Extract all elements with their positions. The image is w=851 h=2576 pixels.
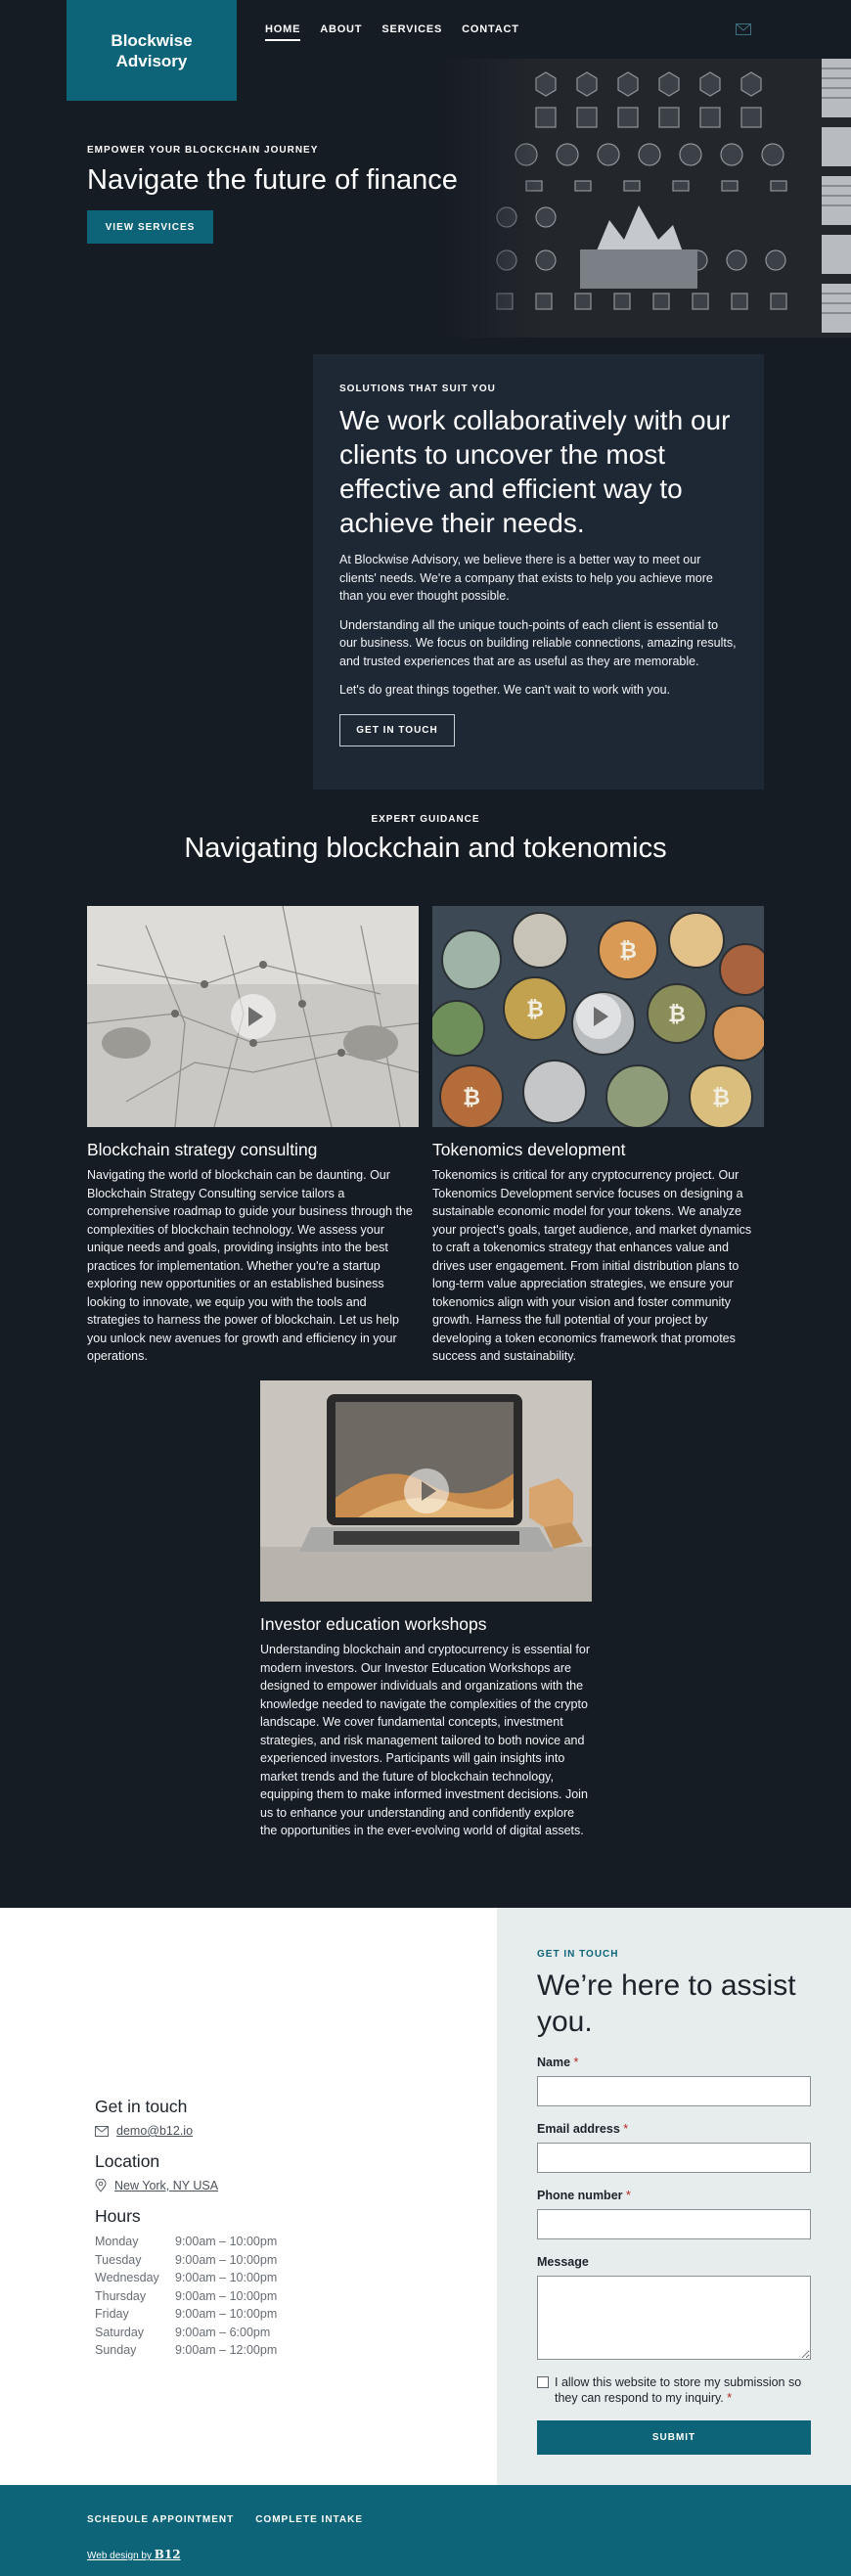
email-input[interactable] (537, 2143, 811, 2173)
hours-time: 9:00am – 12:00pm (175, 2343, 278, 2357)
hero-title: Navigate the future of finance (87, 164, 458, 196)
nav-services[interactable]: SERVICES (381, 23, 443, 35)
hours-row (95, 2287, 388, 2306)
name-label-text: Name (537, 2056, 571, 2069)
mail-icon[interactable] (736, 23, 751, 35)
hours-time: 9:00am – 10:00pm (175, 2235, 278, 2248)
service-description: Navigating the world of blockchain can be daunting. Our Blockchain Strategy Consulting service tailors a comprehensive roadmap to guide your business through the complexities of blockchain technology. We assess your unique needs and goals, providing insights into the best practices for implementation. Whether you're a startup exploring new opportunities or an established business looking to innovate, we equip you with the tools and strategies to harness the power of blockchain. Let us help you unlock new avenues for growth and efficiency in your operations. (87, 1168, 413, 1363)
email-link[interactable]: demo@b12.io (116, 2124, 194, 2138)
services-title: Navigating blockchain and tokenomics (184, 833, 667, 864)
location-pin-icon (95, 2179, 107, 2192)
service-title: Blockchain strategy consulting (87, 1140, 318, 1159)
hours-row (95, 2305, 388, 2324)
message-label-text: Message (537, 2255, 589, 2269)
services-kicker: EXPERT GUIDANCE (371, 814, 480, 825)
svg-text:₿: ₿ (619, 939, 637, 964)
hours-day: Monday (95, 2235, 139, 2248)
b12-logo: B12 (154, 2548, 181, 2561)
hours-table (95, 2233, 388, 2360)
hero-section (0, 0, 851, 338)
hours-row (95, 2233, 388, 2251)
hours-day: Tuesday (95, 2252, 142, 2267)
hours-day: Wednesday (95, 2271, 159, 2284)
hours-time: 9:00am – 10:00pm (175, 2271, 278, 2284)
service-title: Investor education workshops (260, 1614, 487, 1634)
hours-row (95, 2251, 388, 2270)
message-label (537, 2255, 811, 2269)
hours-time: 9:00am – 10:00pm (175, 2307, 278, 2321)
hours-day: Friday (95, 2307, 129, 2321)
play-icon[interactable] (576, 994, 621, 1039)
web-design-credit[interactable] (87, 2548, 181, 2561)
nav-about[interactable]: ABOUT (320, 23, 363, 35)
submit-button[interactable]: SUBMIT (537, 2420, 811, 2455)
collab-heading: We work collaboratively with our clients to uncover the most effective and efficient way to achieve their needs. (339, 405, 731, 538)
mail-icon (95, 2126, 109, 2137)
services-header (0, 814, 851, 865)
required-mark: * (573, 2056, 579, 2069)
hours-row (95, 2269, 388, 2287)
form-title: We’re here to assist you. (537, 1969, 796, 2038)
hours-heading: Hours (95, 2206, 141, 2226)
play-icon[interactable] (404, 1469, 449, 1514)
service-description: Tokenomics is critical for any cryptocurrency project. Our Tokenomics Development service focuses on designing a sustainable economic model for your tokens. We analyze your project's goals, target audience, and market dynamics to craft a tokenomics strategy that enhances value and drives user engagement. From initial distribution plans to long-term value appreciation strategies, we ensure your tokenomics align with your vision and foster community growth. Harness the full potential of your project by developing a token economics framework that promotes success and sustainability. (432, 1168, 752, 1363)
contact-section (0, 1908, 851, 2485)
blockchain-strategy-video[interactable] (87, 906, 419, 1127)
phone-input[interactable] (537, 2209, 811, 2239)
footer-links (87, 2514, 363, 2525)
investor-education-video[interactable] (260, 1380, 592, 1602)
nav-home[interactable]: HOME (265, 23, 300, 41)
collab-kicker: SOLUTIONS THAT SUIT YOU (339, 384, 496, 394)
hours-day: Sunday (95, 2343, 137, 2357)
hero-crypto-icons-image (438, 59, 851, 338)
message-textarea[interactable] (537, 2276, 811, 2360)
contact-info (95, 2097, 388, 2360)
required-mark: * (727, 2391, 733, 2405)
get-in-touch-heading: Get in touch (95, 2097, 188, 2116)
phone-label-text: Phone number (537, 2189, 623, 2202)
logo-text: Blockwise Advisory (111, 30, 193, 70)
schedule-appointment-link[interactable]: SCHEDULE APPOINTMENT (87, 2514, 235, 2525)
service-title: Tokenomics development (432, 1140, 626, 1159)
contact-form (497, 1908, 851, 2485)
collab-paragraph-1: At Blockwise Advisory, we believe there is a better way to meet our clients' needs. We're a company that exists to help you achieve more than you ever thought possible. (339, 553, 713, 603)
hours-row (95, 2324, 388, 2342)
collab-paragraph-2: Understanding all the unique touch-points of each client is essential to our business. We focus on building reliable connections, amazing results, and trusted experiences that are as useful as they are memorable. (339, 617, 737, 668)
required-mark: * (623, 2122, 629, 2136)
required-mark: * (626, 2189, 631, 2202)
consent-row (537, 2374, 811, 2406)
service-description: Understanding blockchain and cryptocurrency is essential for modern investors. Our Investor Education Workshops are designed to empower individuals and organizations with the knowledge needed to navigate the complexities of the crypto landscape. We cover fundamental concepts, investment strategies, and risk management tailored to both novice and experienced investors. Participants will gain insights into market trends and the future of blockchain technology, equipping them to make informed investment decisions. Join us to enhance your understanding and confidently explore the opportunities in the ever-evolving world of digital assets. (260, 1643, 590, 1837)
email-label (537, 2122, 811, 2136)
location-link[interactable]: New York, NY USA (114, 2179, 219, 2192)
svg-text:₿: ₿ (526, 998, 544, 1022)
hours-time: 9:00am – 10:00pm (175, 2288, 278, 2303)
phone-label (537, 2189, 811, 2202)
nav-contact[interactable]: CONTACT (462, 23, 519, 35)
svg-text:₿: ₿ (463, 1086, 480, 1110)
footer (0, 2485, 851, 2576)
consent-checkbox[interactable] (537, 2376, 549, 2388)
hero-kicker: EMPOWER YOUR BLOCKCHAIN JOURNEY (87, 145, 319, 156)
name-input[interactable] (537, 2076, 811, 2106)
service-card-tokenomics (432, 906, 764, 1366)
hours-row (95, 2341, 388, 2360)
play-icon[interactable] (231, 994, 276, 1039)
svg-text:₿: ₿ (712, 1086, 730, 1110)
hours-time: 9:00am – 6:00pm (175, 2325, 271, 2339)
collab-paragraph-3: Let's do great things together. We can't wait to work with you. (339, 683, 671, 697)
tokenomics-video[interactable] (432, 906, 764, 1127)
service-card-blockchain-strategy (87, 906, 419, 1366)
hours-time: 9:00am – 10:00pm (175, 2252, 278, 2267)
email-line (95, 2124, 388, 2138)
main-nav (265, 23, 519, 41)
name-label (537, 2056, 811, 2069)
logo[interactable] (67, 0, 237, 101)
service-card-investor-education (260, 1380, 592, 1840)
hours-day: Thursday (95, 2288, 147, 2303)
consent-text (555, 2374, 811, 2406)
complete-intake-link[interactable]: COMPLETE INTAKE (255, 2514, 364, 2525)
svg-text:₿: ₿ (668, 1003, 686, 1027)
get-in-touch-button[interactable]: GET IN TOUCH (339, 714, 455, 746)
hours-day: Saturday (95, 2325, 145, 2339)
location-heading: Location (95, 2151, 160, 2171)
location-line (95, 2179, 388, 2192)
form-kicker: GET IN TOUCH (537, 1949, 619, 1960)
email-label-text: Email address (537, 2122, 620, 2136)
view-services-button[interactable]: VIEW SERVICES (87, 210, 213, 244)
credit-text: Web design by (87, 2551, 152, 2561)
collaboration-card (313, 354, 764, 790)
consent-label: I allow this website to store my submission so they can respond to my inquiry. (555, 2375, 802, 2405)
